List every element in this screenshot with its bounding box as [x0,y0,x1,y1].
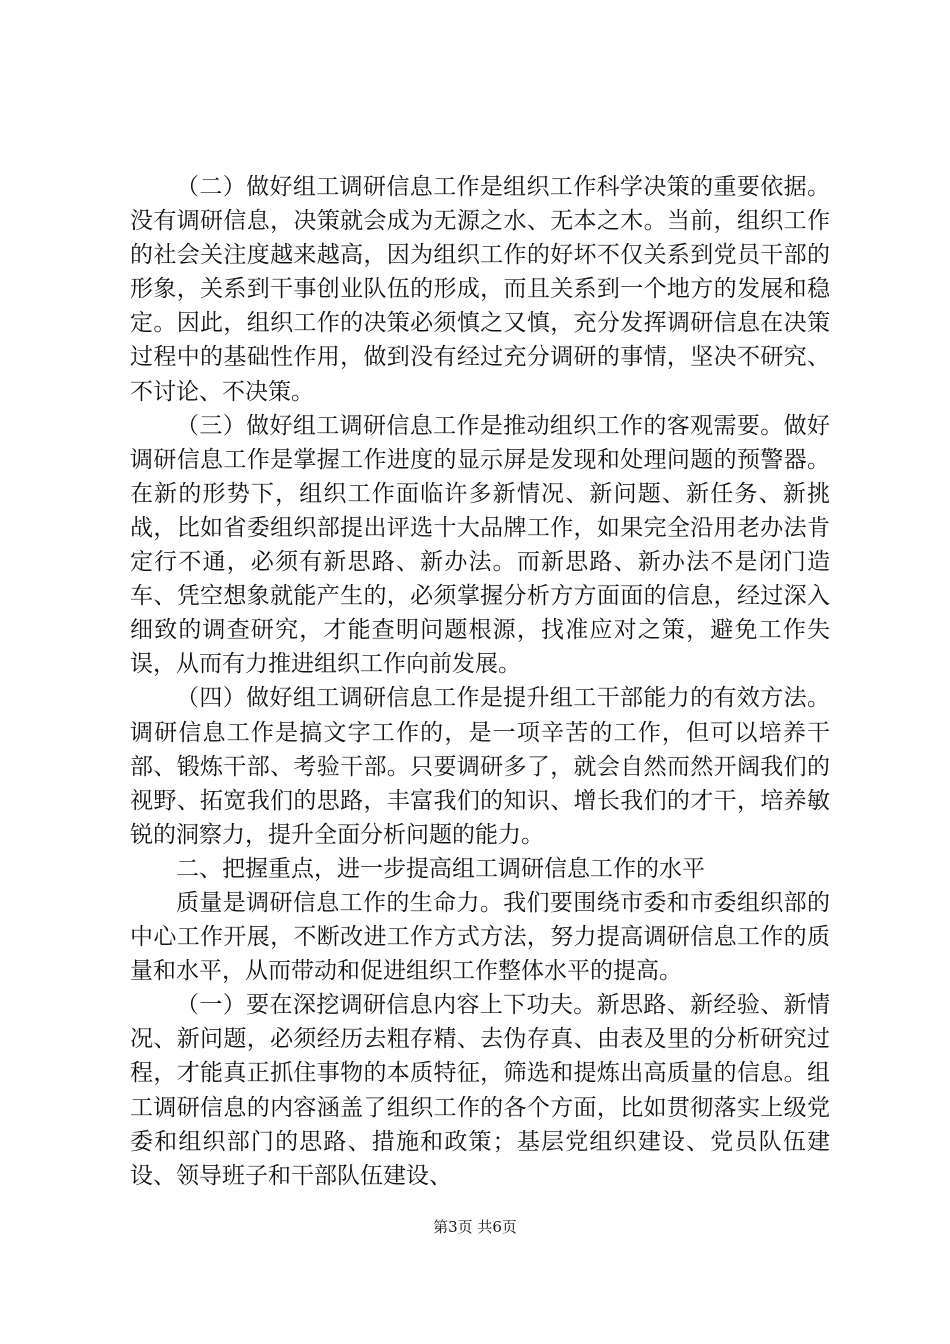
paragraph-section-2: （二）做好组工调研信息工作是组织工作科学决策的重要依据。没有调研信息，决策就会成为无源之水、无本之木。当前，组织工作的社会关注度越来越高，因为组织工作的好坏不仅关系到党员干部的形象，关系到干事创业队伍的形成，而且关系到一个地方的发展和稳定。因此，组织工作的决策必须慎之又慎，充分发挥调研信息在决策过程中的基础性作用，做到没有经过充分调研的事情，坚决不研究、不讨论、不决策。 [130,174,830,405]
paragraph-intro: 质量是调研信息工作的生命力。我们要围绕市委和市委组织部的中心工作开展，不断改进工作方式方法，努力提高调研信息工作的质量和水平，从而带动和促进组织工作整体水平的提高。 [130,889,830,985]
section-heading: 二、把握重点，进一步提高组工调研信息工作的水平 [176,855,705,882]
document-body [130,170,830,1193]
paragraph-section-3: （三）做好组工调研信息工作是推动组织工作的客观需要。做好调研信息工作是掌握工作进度的显示屏是发现和处理问题的预警器。在新的形势下，组织工作面临许多新情况、新问题、新任务、新挑战，比如省委组织部提出评选十大品牌工作，如果完全沿用老办法肯定行不通，必须有新思路、新办法。而新思路、新办法不是闭门造车、凭空想象就能产生的，必须掌握分析方方面面的信息，经过深入细致的调查研究，才能查明问题根源，找准应对之策，避免工作失误，从而有力推进组织工作向前发展。 [130,412,830,678]
paragraph-subsection-1: （一）要在深挖调研信息内容上下功夫。新思路、新经验、新情况、新问题，必须经历去粗存精、去伪存真、由表及里的分析研究过程，才能真正抓住事物的本质特征，筛选和提炼出高质量的信息。组工调研信息的内容涵盖了组织工作的各个方面，比如贯彻落实上级党委和组织部门的思路、措施和政策；基层党组织建设、党员队伍建设、领导班子和干部队伍建设、 [130,992,830,1189]
paragraph-section-4: （四）做好组工调研信息工作是提升组工干部能力的有效方法。调研信息工作是搞文字工作的，是一项辛苦的工作，但可以培养干部、锻炼干部、考验干部。只要调研多了，就会自然而然开阔我们的视野、拓宽我们的思路，丰富我们的知识、增长我们的才干，培养敏锐的洞察力，提升全面分析问题的能力。 [130,685,830,848]
page-number-footer: 第3页 共6页 [433,1218,517,1236]
